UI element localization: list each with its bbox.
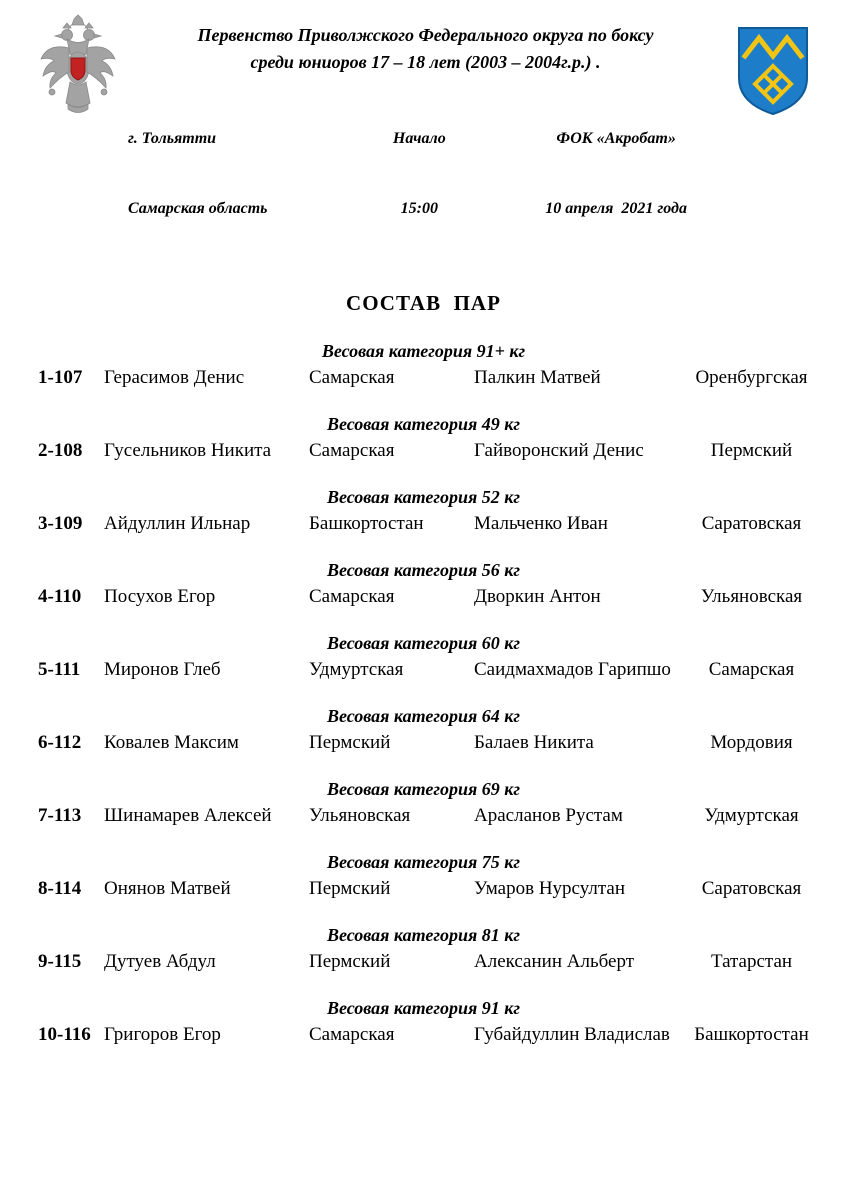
weight-category-heading: Весовая категория 49 кг [326, 413, 521, 434]
tolyatti-coat-of-arms [733, 26, 809, 116]
boxer2-region: Оренбургская [695, 366, 808, 388]
page-title: СОСТАВ ПАР [346, 290, 501, 315]
boxer2-region: Ульяновская [700, 585, 803, 607]
boxer2-region: Саратовская [701, 512, 802, 534]
weight-category-heading: Весовая категория 75 кг [326, 851, 521, 872]
boxer1-name: Шинамарев Алексей [104, 804, 272, 826]
boxer1-name: Дутуев Абдул [104, 950, 216, 972]
venue-name: ФОК «Акробат» [556, 130, 676, 148]
boxer2-region: Пермский [710, 439, 793, 461]
boxer2-name: Палкин Матвей [474, 366, 601, 388]
document-header [38, 14, 809, 267]
boxer1-region: Самарская [309, 585, 395, 607]
event-info-row [118, 81, 733, 267]
pair-number: 1-107 [38, 366, 83, 388]
weight-category-heading: Весовая категория 64 кг [326, 705, 521, 726]
boxer1-name: Посухов Егор [104, 585, 216, 607]
event-venue [499, 81, 733, 267]
boxer2-name: Мальченко Иван [474, 512, 608, 534]
pair-row [38, 877, 809, 900]
boxer1-name: Герасимов Денис [104, 366, 245, 388]
pair-row [38, 950, 809, 973]
tournament-title-line1: Первенство Приволжского Федерального округа по боксу [197, 25, 654, 45]
pair-block [38, 778, 809, 827]
boxer1-name: Григоров Егор [104, 1023, 221, 1045]
event-start [339, 81, 499, 267]
pair-row [38, 366, 809, 389]
boxer2-region: Башкортостан [694, 1023, 809, 1045]
boxer1-name: Айдуллин Ильнар [104, 512, 251, 534]
pair-row [38, 804, 809, 827]
weight-category-heading: Весовая категория 56 кг [326, 559, 521, 580]
pair-row [38, 439, 809, 462]
start-label: Начало [392, 130, 446, 148]
pair-row [38, 658, 809, 681]
double-headed-eagle-icon [38, 14, 118, 120]
weight-category-heading: Весовая категория 91+ кг [321, 340, 526, 361]
boxer2-region: Удмуртская [704, 804, 799, 826]
pair-number: 7-113 [38, 804, 82, 826]
boxer1-region: Самарская [309, 439, 395, 461]
boxer2-name: Алексанин Альберт [474, 950, 635, 972]
pair-row [38, 585, 809, 608]
russia-eagle-emblem [38, 14, 118, 125]
boxer1-region: Пермский [309, 877, 391, 899]
boxer2-region: Мордовия [710, 731, 793, 753]
pair-number: 3-109 [38, 512, 83, 534]
pair-number: 2-108 [38, 439, 83, 461]
pair-block [38, 851, 809, 900]
boxer1-region: Пермский [309, 950, 391, 972]
pairs-list [38, 340, 809, 1046]
boxer1-region: Самарская [309, 366, 395, 388]
event-region: Самарская область [128, 199, 268, 217]
boxer1-region: Пермский [309, 731, 391, 753]
pair-number: 8-114 [38, 877, 82, 899]
pair-number: 6-112 [38, 731, 82, 753]
boxer1-name: Онянов Матвей [104, 877, 231, 899]
pair-block [38, 559, 809, 608]
boxer1-region: Башкортостан [309, 512, 424, 534]
boxer1-name: Гусельников Никита [104, 439, 272, 461]
boxer2-name: Губайдуллин Владислав [474, 1023, 670, 1045]
pair-block [38, 486, 809, 535]
boxer1-name: Ковалев Максим [104, 731, 239, 753]
weight-category-heading: Весовая категория 81 кг [326, 924, 521, 945]
boxer2-name: Дворкин Антон [474, 585, 601, 607]
pair-number: 4-110 [38, 585, 82, 607]
pair-row [38, 512, 809, 535]
event-city: г. Тольятти [128, 130, 217, 148]
pair-row [38, 731, 809, 754]
boxer1-region: Удмуртская [309, 658, 404, 680]
boxer1-region: Самарская [309, 1023, 395, 1045]
start-time: 15:00 [400, 199, 438, 217]
boxer1-region: Ульяновская [309, 804, 411, 826]
pair-block [38, 632, 809, 681]
weight-category-heading: Весовая категория 52 кг [326, 486, 521, 507]
tournament-title-line2: среди юниоров 17 – 18 лет (2003 – 2004г.р.) . [250, 52, 601, 72]
pair-row [38, 1023, 809, 1046]
tournament-title [118, 22, 733, 76]
boxer2-region: Татарстан [710, 950, 793, 972]
pair-block [38, 413, 809, 462]
weight-category-heading: Весовая категория 60 кг [326, 632, 521, 653]
pair-number: 5-111 [38, 658, 81, 680]
event-location [118, 81, 339, 267]
tolyatti-shield-icon [737, 26, 809, 116]
pair-block [38, 705, 809, 754]
weight-category-heading: Весовая категория 91 кг [326, 997, 521, 1018]
boxer2-name: Саидмахмадов Гарипшо [474, 658, 671, 680]
boxer1-name: Миронов Глеб [104, 658, 221, 680]
pair-block [38, 924, 809, 973]
boxer2-name: Умаров Нурсултан [474, 877, 626, 899]
pair-number: 10-116 [38, 1023, 91, 1045]
pair-block [38, 340, 809, 389]
weight-category-heading: Весовая категория 69 кг [326, 778, 521, 799]
boxer2-region: Самарская [708, 658, 795, 680]
boxer2-name: Гайворонский Денис [474, 439, 644, 461]
boxer2-region: Саратовская [701, 877, 802, 899]
boxer2-name: Арасланов Рустам [474, 804, 623, 826]
pair-number: 9-115 [38, 950, 82, 972]
header-text-block [118, 14, 733, 267]
pair-block [38, 997, 809, 1046]
boxer2-name: Балаев Никита [474, 731, 594, 753]
event-date: 10 апреля 2021 года [545, 199, 687, 217]
